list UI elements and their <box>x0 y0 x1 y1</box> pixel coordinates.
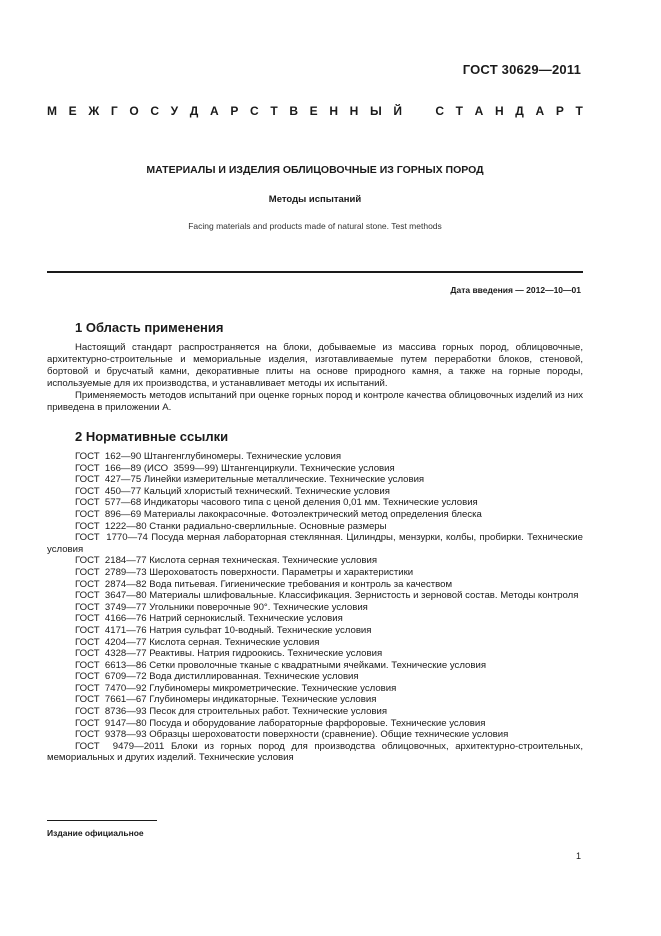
reference-title: Угольники поверочные 90°. Технические условия <box>149 601 368 613</box>
heading-letter: Е <box>68 104 77 118</box>
reference-item <box>47 474 583 486</box>
reference-title: Реактивы. Натрия гидроокись. Технические условия <box>149 648 383 660</box>
heading-letter: С <box>435 104 444 118</box>
reference-title: Сетки проволочные тканые с квадратными ячейками. Технические условия <box>149 659 487 671</box>
official-edition-label: Издание официальное <box>47 828 144 838</box>
page-number: 1 <box>575 851 581 861</box>
reference-title: Натрий сернокислый. Технические условия <box>149 613 343 625</box>
reference-code: ГОСТ 2874—82 <box>75 578 147 590</box>
heading-letter: С <box>249 104 259 118</box>
reference-title: Штангенглубиномеры. Технические условия <box>143 451 342 462</box>
reference-title: Вода дистиллированная. Технические условия <box>149 671 359 683</box>
reference-code: ГОСТ 2789—73 <box>75 566 147 578</box>
reference-code: ГОСТ 896—69 <box>75 508 142 520</box>
footer-divider <box>47 820 157 821</box>
reference-item <box>47 671 583 683</box>
gost-number: ГОСТ 30629—2011 <box>462 62 581 77</box>
reference-title: Песок для строительных работ. Технические условия <box>149 706 388 718</box>
reference-code: ГОСТ 4171—76 <box>75 624 147 636</box>
normative-references-list <box>47 451 583 764</box>
introduction-date: Дата введения — 2012—10—01 <box>450 285 581 295</box>
heading-letter: Р <box>555 104 564 118</box>
reference-item <box>47 660 583 672</box>
reference-title: Образцы шероховатости поверхности (сравнение). Общие технические условия <box>149 729 509 741</box>
reference-title: Вода питьевая. Гигиенические требования и контроль за качеством <box>149 578 453 590</box>
reference-item <box>47 729 583 741</box>
section-2-heading: 2 Нормативные ссылки <box>75 429 229 444</box>
reference-item <box>47 602 583 614</box>
heading-letter: Й <box>393 104 402 118</box>
reference-code: ГОСТ 4328—77 <box>75 648 147 660</box>
reference-code: ГОСТ 9147—80 <box>75 717 147 729</box>
reference-code: ГОСТ 1222—80 <box>75 520 147 532</box>
reference-item <box>47 451 583 463</box>
reference-item <box>47 613 583 625</box>
reference-title: Посуда мерная лабораторная стеклянная. Цилиндры, мензурки, колбы, пробирки. Технические условия <box>47 532 584 555</box>
heading-letter: В <box>289 104 298 118</box>
reference-code: ГОСТ 9378—93 <box>75 729 147 741</box>
reference-item <box>47 463 583 475</box>
heading-letter: М <box>47 104 57 118</box>
reference-title: Индикаторы часового типа с ценой деления 0,01 мм. Технические условия <box>143 497 478 509</box>
heading-letter: Т <box>575 104 583 118</box>
title-divider <box>47 271 583 273</box>
reference-title: Глубиномеры микрометрические. Технические условия <box>149 682 397 694</box>
heading-letter: А <box>474 104 484 118</box>
heading-letter: Ы <box>369 104 382 118</box>
reference-code: ГОСТ 7470—92 <box>75 682 147 694</box>
reference-item <box>47 718 583 730</box>
english-title: Facing materials and products made of natural stone. Test methods <box>188 221 442 231</box>
reference-title: Шероховатость поверхности. Параметры и характеристики <box>149 566 414 578</box>
heading-letter: Т <box>270 104 278 118</box>
section-1-heading: 1 Область применения <box>75 320 224 335</box>
reference-item <box>47 497 583 509</box>
reference-title: Штангенциркули. Технические условия <box>220 462 395 474</box>
reference-item <box>47 625 583 637</box>
heading-letter: А <box>209 104 219 118</box>
reference-code: ГОСТ 8736—93 <box>75 706 147 718</box>
heading-letter: Н <box>329 104 338 118</box>
reference-item <box>47 567 583 579</box>
reference-item <box>47 579 583 591</box>
reference-item <box>47 555 583 567</box>
reference-code: ГОСТ 166—89 (ИСО 3599—99) <box>75 462 219 474</box>
heading-letter: Г <box>110 104 118 118</box>
reference-title: Натрия сульфат 10-водный. Технические условия <box>149 624 372 636</box>
document-title: МАТЕРИАЛЫ И ИЗДЕЛИЯ ОБЛИЦОВОЧНЫЕ ИЗ ГОРНЫХ ПОРОД <box>146 164 484 176</box>
reference-item <box>47 648 583 660</box>
reference-code: ГОСТ 6709—72 <box>75 671 147 683</box>
reference-code: ГОСТ 427—75 <box>75 474 142 486</box>
reference-item <box>47 637 583 649</box>
heading-letter: Н <box>349 104 359 118</box>
reference-title: Линейки измерительные металлические. Технические условия <box>143 474 425 486</box>
heading-letter: Ж <box>88 104 100 118</box>
reference-code: ГОСТ 577—68 <box>75 497 142 509</box>
heading-letter: Т <box>455 104 463 118</box>
reference-code: ГОСТ 450—77 <box>75 485 142 497</box>
heading-letter: Н <box>494 104 504 118</box>
reference-item <box>47 486 583 498</box>
reference-code: ГОСТ 1770—74 <box>75 532 148 544</box>
heading-letter: У <box>170 104 179 118</box>
reference-item <box>47 532 583 555</box>
reference-item <box>47 590 583 602</box>
reference-item <box>47 694 583 706</box>
section-1-paragraph: Применяемость методов испытаний при оценке горных пород и контроле качества облицовочных изделий из них приведена в приложении А. <box>47 390 583 413</box>
reference-title: Станки радиально-сверлильные. Основные размеры <box>149 520 387 532</box>
heading-letter: Е <box>309 104 318 118</box>
reference-title: Кальций хлористый технический. Технические условия <box>143 485 390 497</box>
heading-letter: Д <box>189 104 199 118</box>
reference-item <box>47 683 583 695</box>
reference-title: Материалы лакокрасочные. Фотоэлектрический метод определения блеска <box>143 508 482 520</box>
reference-item <box>47 741 583 764</box>
reference-item <box>47 521 583 533</box>
reference-title: Кислота серная. Технические условия <box>149 636 320 648</box>
reference-title: Глубиномеры индикаторные. Технические условия <box>149 694 377 706</box>
reference-code: ГОСТ 4166—76 <box>75 613 147 625</box>
reference-title: Материалы шлифовальные. Классификация. Зернистость и зерновой состав. Методы контроля <box>149 590 579 602</box>
heading-letter: Д <box>515 104 524 118</box>
section-1-body <box>47 342 583 414</box>
reference-code: ГОСТ 7661—67 <box>75 694 147 706</box>
heading-letter: Р <box>230 104 239 118</box>
reference-title: Кислота серная техническая. Технические условия <box>149 555 378 567</box>
reference-item <box>47 509 583 521</box>
heading-letter: С <box>150 104 159 118</box>
reference-code: ГОСТ 3749—77 <box>75 601 147 613</box>
reference-code: ГОСТ 4204—77 <box>75 636 147 648</box>
heading-letter: О <box>129 104 139 118</box>
interstate-standard-heading <box>47 104 583 118</box>
heading-gap <box>414 104 424 118</box>
reference-title: Блоки из горных пород для производства облицовочных, архитектурно-строительных, мемориальных и других изделий. Технические условия <box>47 740 583 764</box>
reference-code: ГОСТ 6613—86 <box>75 659 147 671</box>
reference-code: ГОСТ 162—90 <box>75 451 142 462</box>
section-1-paragraph: Настоящий стандарт распространяется на блоки, добываемые из массива горных пород, облицовочные, архитектурно-строительные и мемориальные изделия, изготавливаемые путем переработки блоков, стеновой, бортовой и брусчатый камни, декоративные плиты на основе природного камня, а также на горные породы, используемые для их производства, и устанавливает методы их испытаний. <box>47 342 583 389</box>
reference-title: Посуда и оборудование лабораторные фарфоровые. Технические условия <box>149 717 486 729</box>
reference-item <box>47 706 583 718</box>
reference-code: ГОСТ 2184—77 <box>75 555 147 567</box>
document-subtitle: Методы испытаний <box>268 194 362 205</box>
reference-code: ГОСТ 3647—80 <box>75 590 147 602</box>
heading-letter: А <box>535 104 545 118</box>
reference-code: ГОСТ 9479—2011 <box>75 740 165 752</box>
